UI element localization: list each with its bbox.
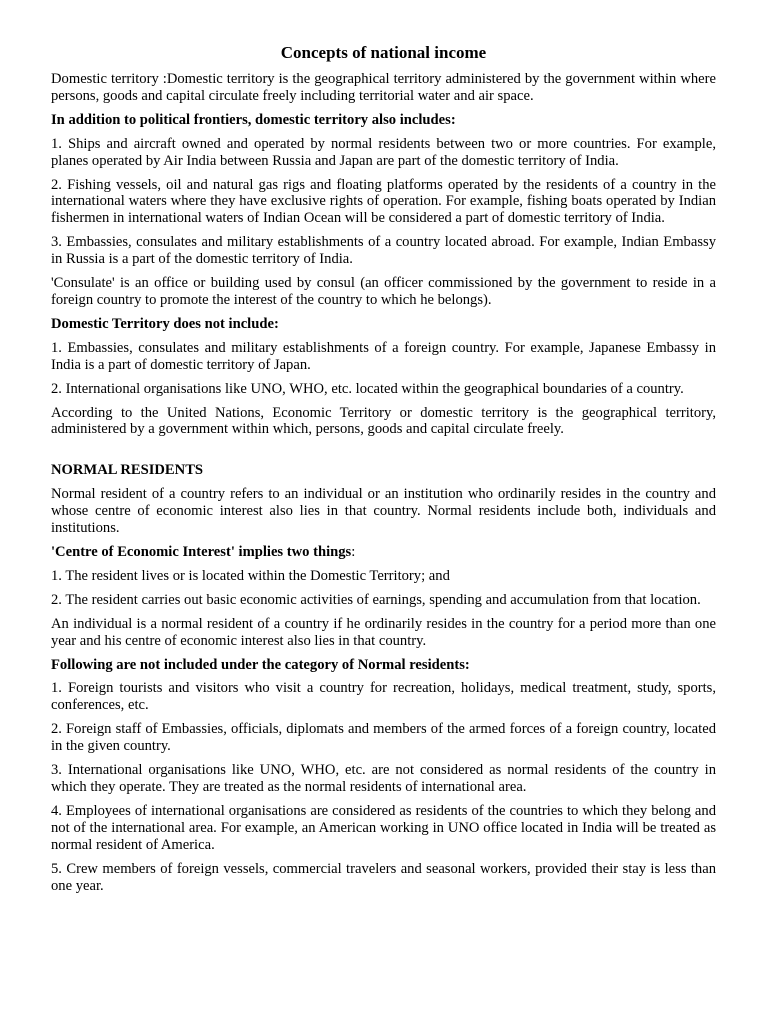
normal-residents-intro: Normal resident of a country refers to an individual or an institution who ordinarily resides in the country and whose centre of economic interest also lies in that country. Normal residents include both, individuals and institutions. xyxy=(51,486,716,537)
not-included-item-5: 5. Crew members of foreign vessels, commercial travelers and seasonal workers, provided their stay is less than one year. xyxy=(51,860,716,894)
individual-note: An individual is a normal resident of a country if he ordinarily resides in the country for a period more than one year and his centre of economic interest also lies in that country. xyxy=(51,615,716,649)
centre-heading-text: 'Centre of Economic Interest' implies two things xyxy=(51,544,352,561)
document-page xyxy=(51,43,716,901)
centre-heading xyxy=(51,544,716,561)
excludes-heading: Domestic Territory does not include: xyxy=(51,315,279,332)
includes-item-2: 2. Fishing vessels, oil and natural gas rigs and floating platforms operated by the residents of a country in the international waters where they have exclusive rights of operation. For example, fishing boats operated by Indian fishermen in international waters of Indian Ocean will be considered a part of domestic territory of India. xyxy=(51,176,716,227)
page-title: Concepts of national income xyxy=(280,43,487,62)
not-included-item-4: 4. Employees of international organisations are considered as residents of the countries to which they belong and not of the international area. For example, an American working in UNO office located in India will be treated as normal resident of America. xyxy=(51,802,716,853)
not-included-item-1: 1. Foreign tourists and visitors who visit a country for recreation, holidays, medical treatment, study, sports, conferences, etc. xyxy=(51,680,716,714)
includes-item-3: 3. Embassies, consulates and military establishments of a country located abroad. For example, Indian Embassy in Russia is a part of the domestic territory of India. xyxy=(51,234,716,268)
excludes-item-2: 2. International organisations like UNO, WHO, etc. located within the geographical boundaries of a country. xyxy=(51,380,684,397)
centre-item-2: 2. The resident carries out basic economic activities of earnings, spending and accumulation from that location. xyxy=(51,591,701,608)
excludes-item-1: 1. Embassies, consulates and military establishments of a foreign country. For example, Japanese Embassy in India is a part of domestic territory of Japan. xyxy=(51,339,716,373)
includes-item-1: 1. Ships and aircraft owned and operated by normal residents between two or more countries. For example, planes operated by Air India between Russia and Japan are part of the domestic territory of India. xyxy=(51,135,716,169)
un-definition: According to the United Nations, Economic Territory or domestic territory is the geographical territory, administered by a government within which, persons, goods and capital circulate freely. xyxy=(51,404,716,438)
not-included-item-3: 3. International organisations like UNO, WHO, etc. are not considered as normal residents of the country in which they operate. They are treated as the normal residents of international area. xyxy=(51,762,716,795)
consulate-note: 'Consulate' is an office or building used by consul (an officer commissioned by the government to reside in a foreign country to promote the interest of the country to which he belongs). xyxy=(51,275,716,308)
centre-item-1: 1. The resident lives or is located within the Domestic Territory; and xyxy=(51,567,450,584)
includes-heading: In addition to political frontiers, domestic territory also includes: xyxy=(51,111,456,128)
not-included-heading: Following are not included under the category of Normal residents: xyxy=(51,656,470,673)
domestic-territory-intro: Domestic territory :Domestic territory is the geographical territory administered by the government within where persons, goods and capital circulate freely including territorial water and air space. xyxy=(51,71,716,104)
not-included-item-2: 2. Foreign staff of Embassies, officials, diplomats and members of the armed forces of a foreign country, located in the given country. xyxy=(51,721,716,755)
normal-residents-heading: NORMAL RESIDENTS xyxy=(51,462,204,479)
centre-heading-colon: : xyxy=(351,544,356,561)
